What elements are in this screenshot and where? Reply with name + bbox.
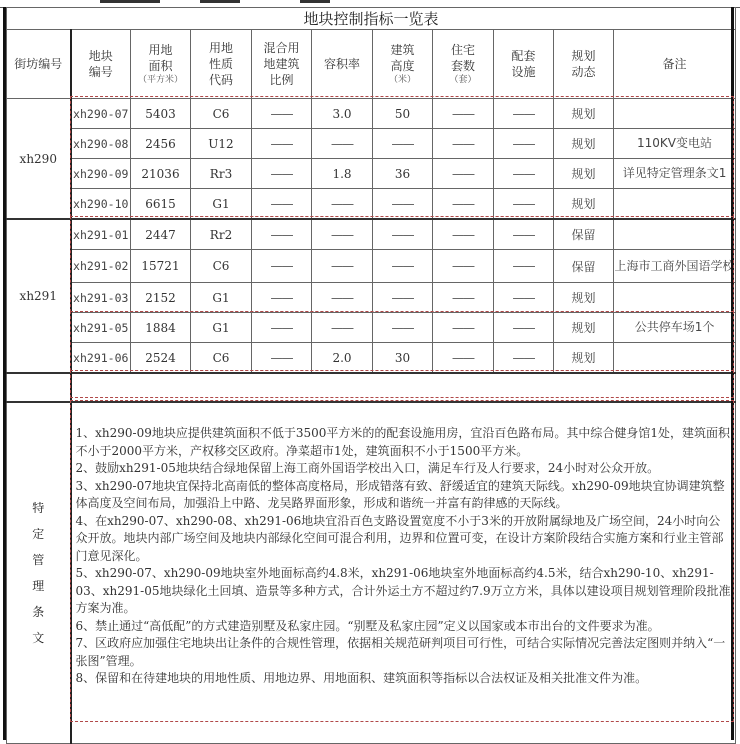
use-code-cell: G1 [191,189,252,220]
area-cell: 6615 [131,189,191,220]
far-cell: 1.8 [312,159,373,189]
far-cell: —— [312,129,373,159]
far-cell: —— [312,313,373,343]
status-cell: 规划 [554,129,614,159]
header-text: 高度 [390,59,415,73]
header-text: 建筑 [390,43,415,57]
street-cell: xh290 [7,99,71,220]
facilities-cell: —— [494,283,554,313]
clause-item: 7、区政府应加强住宅地块出让条件的合规性管理，依据相关规范研判项目可行性，可结合实际情况完善法定图则并纳入“一张图”管理。 [75,636,726,668]
clause-item: 4、在xh290-07、xh290-08、xh291-06地块宜沿百色支路设置宽度不小于3米的开放附属绿地及广场空间，24小时向公众开放。地块内部广场空间及地块内部绿化空间可混合利用，边界和位置可变，在设计方案阶段结合实施方案和行业主管部门意见深化。 [75,513,724,563]
far-cell: 3.0 [312,99,373,129]
page-frame [3,7,734,740]
mixed-ratio-cell: —— [252,250,312,283]
facilities-cell: —— [494,129,554,159]
use-code-cell: C6 [191,99,252,129]
header-unit: （平方米） [137,75,183,85]
header-text: 设施 [511,65,536,79]
header-text: 动态 [571,65,596,79]
header-unit: （米） [388,75,416,85]
clauses-label-char: 特 [32,501,45,515]
clauses-label-char: 定 [32,527,45,541]
units-cell: —— [433,343,494,374]
plot-no-cell: xh291-01 [71,219,131,250]
height-cell: —— [373,219,433,250]
status-cell: 保留 [554,219,614,250]
header-text: 代码 [208,73,233,87]
status-cell: 规划 [554,283,614,313]
header-text: 混合用 [263,41,300,55]
header-text: 规划 [571,49,596,63]
facilities-cell: —— [494,343,554,374]
plot-no-cell: xh291-05 [71,313,131,343]
area-cell: 2524 [131,343,191,374]
units-cell: —— [433,250,494,283]
units-cell: —— [433,283,494,313]
remarks-cell: 公共停车场1个 [614,313,736,343]
height-cell: —— [373,129,433,159]
clause-item: 5、xh290-07、xh290-09地块室外地面标高约4.8米，xh291-06地块室外地面标高约4.5米，结合xh290-10、xh291-03、xh291-05地块绿化土回填、造景等多种方式，合计外运土方不超过约7.9万立方米，具体以建设项目规划管理阶段批准方案为准。 [75,566,731,615]
status-cell: 规划 [554,313,614,343]
header-text: 编号 [88,65,113,79]
far-cell: 2.0 [312,343,373,374]
area-cell: 1884 [131,313,191,343]
area-cell: 2152 [131,283,191,313]
header-far: 容积率 [312,30,373,99]
area-cell: 5403 [131,99,191,129]
header-text: 配套 [511,49,536,63]
mixed-ratio-cell: —— [252,159,312,189]
status-cell: 规划 [554,159,614,189]
header-text: 用地 [208,41,233,55]
header-text: 性质 [208,57,233,71]
remarks-cell: 上海市工商外国语学校 [614,250,736,283]
plot-no-cell: xh290-10 [71,189,131,220]
status-cell: 规划 [554,99,614,129]
header-street-no: 街坊编号 [7,30,71,99]
area-cell: 2447 [131,219,191,250]
clause-item: 6、禁止通过“高低配”的方式建造别墅及私家庄园。“别墅及私家庄园”定义以国家或本市出台的文件要求为准。 [75,618,660,633]
use-code-cell: Rr3 [191,159,252,189]
facilities-cell: —— [494,99,554,129]
plot-no-cell: xh290-08 [71,129,131,159]
height-cell: 50 [373,99,433,129]
facilities-cell: —— [494,219,554,250]
area-cell: 2456 [131,129,191,159]
units-cell: —— [433,189,494,220]
use-code-cell: G1 [191,283,252,313]
use-code-cell: C6 [191,250,252,283]
far-cell: —— [312,219,373,250]
header-unit: （套） [449,75,477,85]
header-text: 套数 [450,59,475,73]
street-cell: xh291 [7,219,71,373]
remarks-cell: 详见特定管理条文1 [614,159,736,189]
units-cell: —— [433,159,494,189]
table-title: 地块控制指标一览表 [7,8,736,30]
cropped-text-fragment [100,0,160,3]
facilities-cell: —— [494,313,554,343]
use-code-cell: U12 [191,129,252,159]
area-cell: 15721 [131,250,191,283]
remarks-cell: 110KV变电站 [614,129,736,159]
clause-item: 3、xh290-07地块宜保持北高南低的整体高度格局，形成错落有致、舒缓适宜的建筑天际线。xh290-09地块宜协调建筑整体高度及空间布局，加强沿上中路、龙吴路界面形象，形成和谐统一并富有韵律感的天际线。 [75,478,725,510]
status-cell: 规划 [554,343,614,374]
plot-no-cell: xh291-02 [71,250,131,283]
mixed-ratio-cell: —— [252,129,312,159]
mixed-ratio-cell: —— [252,189,312,220]
mixed-ratio-cell: —— [252,219,312,250]
units-cell: —— [433,99,494,129]
height-cell: —— [373,313,433,343]
far-cell: —— [312,189,373,220]
header-text: 面积 [148,59,173,73]
status-cell: 保留 [554,250,614,283]
far-cell: —— [312,283,373,313]
mixed-ratio-cell: —— [252,283,312,313]
clause-item: 1、xh290-09地块应提供建筑面积不低于3500平方米的的配套设施用房，宜沿百色路布局。其中综合健身馆1处，建筑面积不小于2000平方米，产权移交区政府。净菜超市1处，建筑面积不小于1500平方米。 [75,426,731,458]
use-code-cell: C6 [191,343,252,374]
cropped-text-fragment [300,0,330,3]
units-cell: —— [433,313,494,343]
header-text: 比例 [269,73,294,87]
header-remarks: 备注 [614,30,736,99]
clauses-label-char: 条 [32,605,45,619]
units-cell: —— [433,219,494,250]
mixed-ratio-cell: —— [252,99,312,129]
facilities-cell: —— [494,159,554,189]
facilities-cell: —— [494,189,554,220]
clause-item: 2、鼓励xh291-05地块结合绿地保留上海工商外国语学校出入口，满足车行及人行要求，24小时对公众开放。 [75,461,660,475]
plot-no-cell: xh291-03 [71,283,131,313]
use-code-cell: G1 [191,313,252,343]
height-cell: —— [373,189,433,220]
facilities-cell: —— [494,250,554,283]
plot-no-cell: xh291-06 [71,343,131,374]
height-cell: 36 [373,159,433,189]
plot-no-cell: xh290-07 [71,99,131,129]
plot-no-cell: xh290-09 [71,159,131,189]
clauses-label-char: 理 [32,579,45,593]
mixed-ratio-cell: —— [252,343,312,374]
header-text: 地建筑 [263,57,300,71]
far-cell: —— [312,250,373,283]
header-text: 住宅 [450,43,475,57]
clauses-label-char: 管 [32,553,45,567]
height-cell: 30 [373,343,433,374]
use-code-cell: Rr2 [191,219,252,250]
header-text: 用地 [148,43,173,57]
area-cell: 21036 [131,159,191,189]
status-cell: 规划 [554,189,614,220]
height-cell: —— [373,250,433,283]
header-text: 地块 [88,49,113,63]
height-cell: —— [373,283,433,313]
clauses-label-char: 文 [32,631,45,645]
cropped-text-fragment [200,0,240,3]
units-cell: —— [433,129,494,159]
mixed-ratio-cell: —— [252,313,312,343]
clause-item: 8、保留和在待建地块的用地性质、用地边界、用地面积、建筑面积等指标以合法权证及相关批准文件为准。 [75,671,648,685]
